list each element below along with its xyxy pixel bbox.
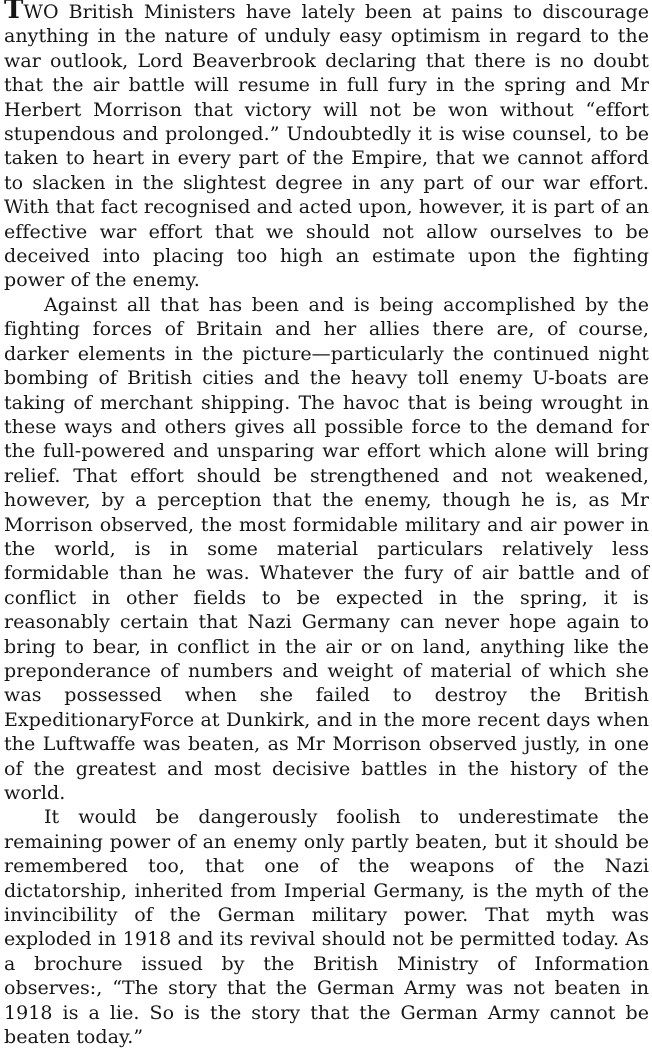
article-paragraph-1 bbox=[4, 0, 649, 293]
article-paragraph-3: It would be dangerously foolish to underestimate the remaining power of an enemy only partly beaten, but it should be remembered too, that one of the weapons of the Nazi dictatorship, inherited from Imperial Germany, is the myth of the invincibility of the German military power. That myth was exploded in 1918 and its revival should not be permitted today. As a brochure issued by the British Ministry of Information observes:, “The story that the German Army was not beaten in 1918 is a lie. So is the story that the German Army cannot be beaten today.” bbox=[4, 806, 649, 1049]
paragraph-1-text: WO British Ministers have lately been at pains to discourage anything in the nature of unduly easy optimism in regard to the war outlook, Lord Beaverbrook declaring that there is no doubt that the air battle will resume in full fury in the spring and Mr Herbert Morrison that victory will not be won without “effort stupendous and prolonged.” Undoubtedly it is wise counsel, to be taken to heart in every part of the Empire, that we cannot afford to slacken in the slightest degree in any part of our war effort. With that fact recognised and acted upon, however, it is part of an effective war effort that we should not allow ourselves to be deceived into placing too high an estimate upon the fighting power of the enemy. bbox=[4, 1, 649, 292]
article-paragraph-2: Against all that has been and is being accomplished by the fighting forces of Britain and her allies there are, of course, darker elements in the picture—particularly the continued night bombing of British cities and the heavy toll enemy U-boats are taking of merchant shipping. The havoc that is being wrought in these ways and others gives all possible force to the demand for the full-powered and unsparing war effort which alone will bring relief. That effort should be strengthened and not weakened, however, by a perception that the enemy, though he is, as Mr Morrison observed, the most formidable military and air power in the world, is in some material particulars relatively less formidable than he was. Whatever the fury of air battle and of conflict in other fields to be expected in the spring, it is reasonably certain that Nazi Germany can never hope again to bring to bear, in conflict in the air or on land, anything like the preponderance of numbers and weight of material of which she was possessed when she failed to destroy the British ExpeditionaryForce at Dunkirk, and in the more recent days when the Luftwaffe was beaten, as Mr Morrison observed justly, in one of the greatest and most decisive battles in the history of the world. bbox=[4, 293, 649, 804]
drop-cap-initial: T bbox=[4, 0, 24, 25]
article-column bbox=[4, 0, 649, 1049]
